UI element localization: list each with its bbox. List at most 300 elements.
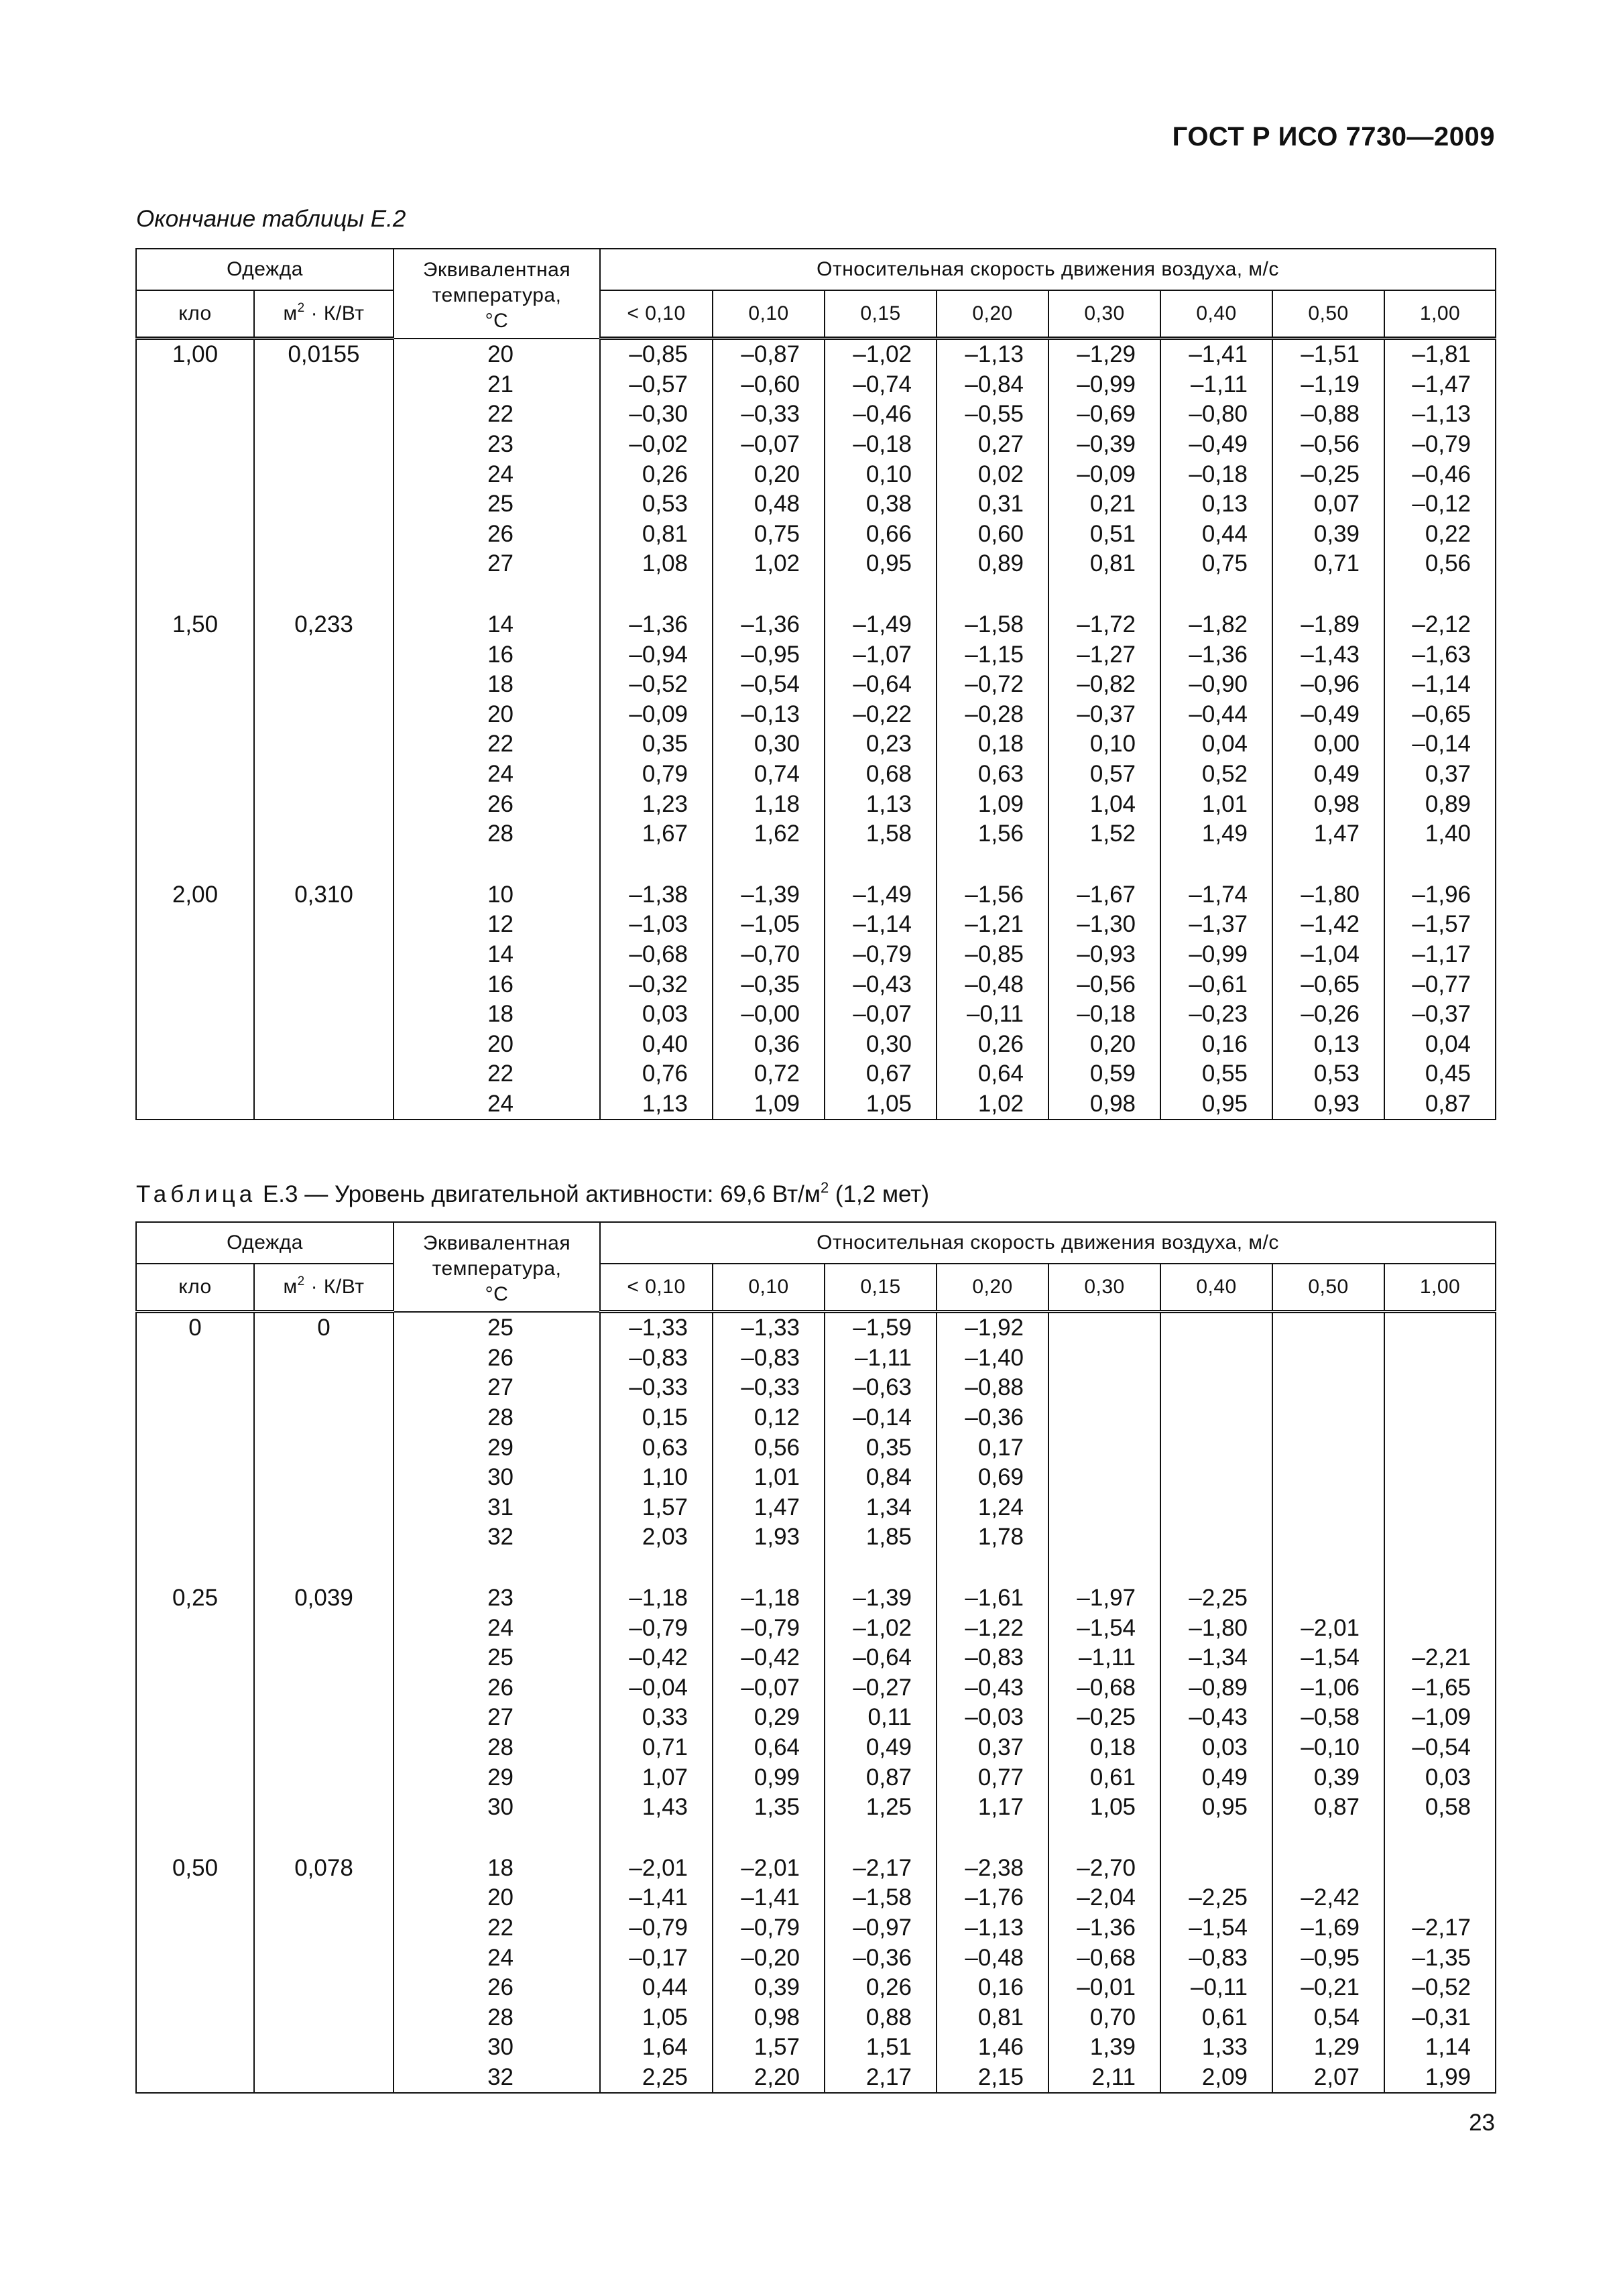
pmv-cell: –1,02: [825, 1613, 937, 1643]
table-row: [136, 489, 1496, 520]
pmv-cell: –0,95: [713, 640, 825, 670]
temperature-cell: 26: [394, 789, 600, 819]
pmv-cell: –1,33: [713, 1312, 825, 1343]
pmv-cell: –2,70: [1048, 1854, 1160, 1884]
temperature-cell: 14: [394, 940, 600, 970]
clo-cell: [136, 729, 254, 760]
temperature-cell: 28: [394, 1403, 600, 1433]
pmv-cell: [1160, 1312, 1272, 1343]
clo-cell: [136, 910, 254, 940]
pmv-cell: –0,07: [825, 1000, 937, 1030]
speed-header: < 0,10: [600, 1264, 713, 1312]
resistance-cell: [254, 670, 394, 700]
pmv-cell: –1,07: [825, 640, 937, 670]
clo-cell: [136, 1643, 254, 1673]
pmv-cell: –1,54: [1272, 1643, 1384, 1673]
clo-cell: 0,25: [136, 1583, 254, 1614]
table-e2-caption: Окончание таблицы Е.2: [136, 206, 406, 232]
pmv-cell: –0,12: [1384, 489, 1496, 520]
pmv-cell: [1384, 1583, 1496, 1614]
pmv-cell: –1,22: [937, 1613, 1048, 1643]
pmv-cell: –0,69: [1048, 400, 1160, 430]
pmv-cell: [1384, 1433, 1496, 1463]
resistance-cell: 0,039: [254, 1583, 394, 1614]
clo-cell: [136, 1463, 254, 1493]
temperature-cell: 30: [394, 2033, 600, 2063]
table-e3-caption: Таблица Е.3 — Уровень двигательной активности: 69,6 $Вт/м^2$ (1,2 мет): [136, 1179, 929, 1207]
pmv-cell: 0,81: [600, 520, 713, 550]
speed-header: 0,50: [1272, 1264, 1384, 1312]
pmv-cell: –1,89: [1272, 610, 1384, 640]
pmv-cell: 0,49: [825, 1733, 937, 1763]
pmv-cell: 0,29: [713, 1703, 825, 1733]
clo-cell: [136, 1703, 254, 1733]
pmv-cell: 1,04: [1048, 789, 1160, 819]
pmv-cell: –1,63: [1384, 640, 1496, 670]
pmv-cell: –0,89: [1160, 1673, 1272, 1703]
pmv-cell: –0,09: [600, 700, 713, 730]
clo-cell: [136, 1493, 254, 1523]
pmv-cell: –1,54: [1160, 1913, 1272, 1943]
pmv-cell: 0,64: [937, 1059, 1048, 1089]
pmv-cell: [1272, 1854, 1384, 1884]
table-row: [136, 1613, 1496, 1643]
pmv-cell: –1,81: [1384, 339, 1496, 370]
pmv-cell: –0,85: [600, 339, 713, 370]
pmv-cell: [1384, 1613, 1496, 1643]
temperature-cell: 29: [394, 1433, 600, 1463]
pmv-cell: 1,18: [713, 789, 825, 819]
resistance-cell: [254, 1793, 394, 1823]
pmv-cell: –2,01: [600, 1854, 713, 1884]
pmv-cell: –0,00: [713, 1000, 825, 1030]
resistance-cell: [254, 1913, 394, 1943]
clo-cell: [136, 1883, 254, 1913]
resistance-cell: [254, 2002, 394, 2033]
resistance-cell: [254, 400, 394, 430]
pmv-cell: 0,98: [1048, 1089, 1160, 1120]
resistance-cell: [254, 1643, 394, 1673]
spacer-cell: [1384, 579, 1496, 610]
pmv-cell: 0,53: [600, 489, 713, 520]
table-row: [136, 1433, 1496, 1463]
clo-cell: [136, 1793, 254, 1823]
pmv-cell: –1,30: [1048, 910, 1160, 940]
pmv-cell: –2,38: [937, 1854, 1048, 1884]
pmv-cell: 0,15: [600, 1403, 713, 1433]
table-row: [136, 729, 1496, 760]
pmv-cell: –0,14: [1384, 729, 1496, 760]
table-row: [136, 969, 1496, 1000]
resistance-cell: [254, 489, 394, 520]
clo-cell: [136, 1000, 254, 1030]
pmv-cell: –0,79: [713, 1913, 825, 1943]
resistance-cell: 0: [254, 1312, 394, 1343]
table-row: [136, 1913, 1496, 1943]
clo-cell: [136, 1029, 254, 1059]
eq-temp-line1: Эквивалентная: [422, 258, 571, 281]
resistance-cell: 0,0155: [254, 339, 394, 370]
pmv-cell: [1048, 1522, 1160, 1553]
pmv-cell: 1,93: [713, 1522, 825, 1553]
pmv-cell: –2,17: [1384, 1913, 1496, 1943]
pmv-cell: 0,70: [1048, 2002, 1160, 2033]
spacer-cell: [825, 1553, 937, 1583]
speed-header: 0,30: [1048, 290, 1160, 339]
group-spacer: [136, 1823, 1496, 1854]
pmv-cell: 0,39: [713, 1973, 825, 2003]
pmv-cell: –0,18: [1160, 459, 1272, 489]
table-row: [136, 1089, 1496, 1120]
pmv-cell: 0,03: [1384, 1762, 1496, 1793]
table-row: [136, 1883, 1496, 1913]
clo-cell: [136, 940, 254, 970]
pmv-cell: 0,56: [713, 1433, 825, 1463]
pmv-cell: 1,35: [713, 1793, 825, 1823]
spacer-cell: [394, 1823, 600, 1854]
clothing-header: Одежда: [136, 1222, 394, 1264]
pmv-cell: –0,43: [825, 969, 937, 1000]
pmv-cell: –1,17: [1384, 940, 1496, 970]
pmv-cell: 0,87: [825, 1762, 937, 1793]
eq-temp-unit: °С: [485, 1282, 509, 1305]
table-row: [136, 1312, 1496, 1343]
pmv-cell: –0,02: [600, 430, 713, 460]
pmv-cell: [1048, 1312, 1160, 1343]
pmv-cell: –2,17: [825, 1854, 937, 1884]
pmv-cell: –0,79: [713, 1613, 825, 1643]
pmv-cell: 0,00: [1272, 729, 1384, 760]
table-row: [136, 1943, 1496, 1973]
pmv-cell: –0,57: [600, 370, 713, 400]
pmv-cell: –0,54: [713, 670, 825, 700]
spacer-cell: [1160, 579, 1272, 610]
pmv-cell: 0,88: [825, 2002, 937, 2033]
spacer-cell: [1384, 1823, 1496, 1854]
speed-header: 0,40: [1160, 290, 1272, 339]
table-row: [136, 880, 1496, 910]
pmv-cell: –0,33: [713, 1373, 825, 1403]
clo-cell: [136, 520, 254, 550]
pmv-cell: –0,20: [713, 1943, 825, 1973]
resistance-cell: [254, 1029, 394, 1059]
pmv-cell: –0,64: [825, 1643, 937, 1673]
spacer-cell: [600, 579, 713, 610]
table-row: [136, 819, 1496, 849]
pmv-cell: 0,67: [825, 1059, 937, 1089]
pmv-cell: 0,48: [713, 489, 825, 520]
pmv-cell: –0,11: [1160, 1973, 1272, 2003]
spacer-cell: [937, 1823, 1048, 1854]
pmv-cell: 0,49: [1160, 1762, 1272, 1793]
pmv-cell: 1,47: [713, 1493, 825, 1523]
pmv-cell: [1048, 1493, 1160, 1523]
pmv-cell: –0,13: [713, 700, 825, 730]
resistance-cell: [254, 729, 394, 760]
speed-header: < 0,10: [600, 290, 713, 339]
spacer-cell: [713, 1823, 825, 1854]
pmv-cell: 0,39: [1272, 1762, 1384, 1793]
group-spacer: [136, 1553, 1496, 1583]
table-row: [136, 1762, 1496, 1793]
temperature-cell: 27: [394, 1703, 600, 1733]
pmv-cell: 2,11: [1048, 2063, 1160, 2094]
clo-cell: [136, 1433, 254, 1463]
resistance-cell: [254, 1403, 394, 1433]
pmv-cell: 0,44: [1160, 520, 1272, 550]
spacer-cell: [394, 1553, 600, 1583]
resistance-cell: 0,078: [254, 1854, 394, 1884]
pmv-cell: –0,65: [1272, 969, 1384, 1000]
pmv-cell: –1,14: [825, 910, 937, 940]
temperature-cell: 31: [394, 1493, 600, 1523]
pmv-cell: –0,04: [600, 1673, 713, 1703]
table-row: [136, 1673, 1496, 1703]
clo-cell: [136, 2063, 254, 2094]
pmv-cell: –0,48: [937, 969, 1048, 1000]
spacer-cell: [937, 849, 1048, 880]
pmv-cell: –0,60: [713, 370, 825, 400]
pmv-cell: –0,26: [1272, 1000, 1384, 1030]
pmv-cell: 0,04: [1384, 1029, 1496, 1059]
pmv-cell: 0,13: [1272, 1029, 1384, 1059]
clo-cell: [136, 459, 254, 489]
temperature-cell: 23: [394, 430, 600, 460]
pmv-cell: [1160, 1463, 1272, 1493]
pmv-cell: 0,02: [937, 459, 1048, 489]
pmv-cell: 1,39: [1048, 2033, 1160, 2063]
eq-temp-line2: температура,: [432, 284, 562, 306]
table-row: [136, 1343, 1496, 1374]
resistance-cell: [254, 1613, 394, 1643]
page-number: 23: [1469, 2110, 1495, 2136]
table-row: [136, 700, 1496, 730]
resistance-cell: [254, 700, 394, 730]
pmv-cell: –1,59: [825, 1312, 937, 1343]
temperature-cell: 32: [394, 1522, 600, 1553]
table-row: [136, 640, 1496, 670]
pmv-cell: [1272, 1312, 1384, 1343]
pmv-cell: –1,19: [1272, 370, 1384, 400]
clo-cell: [136, 2002, 254, 2033]
pmv-cell: 0,12: [713, 1403, 825, 1433]
pmv-cell: [1272, 1583, 1384, 1614]
pmv-cell: –1,35: [1384, 1943, 1496, 1973]
spacer-cell: [1048, 579, 1160, 610]
pmv-cell: –1,69: [1272, 1913, 1384, 1943]
pmv-cell: 0,13: [1160, 489, 1272, 520]
pmv-cell: –0,46: [1384, 459, 1496, 489]
table-row: [136, 430, 1496, 460]
pmv-cell: 0,17: [937, 1433, 1048, 1463]
pmv-cell: 1,49: [1160, 819, 1272, 849]
pmv-cell: –0,84: [937, 370, 1048, 400]
pmv-cell: –0,88: [1272, 400, 1384, 430]
resistance-cell: [254, 969, 394, 1000]
pmv-cell: –0,95: [1272, 1943, 1384, 1973]
resistance-cell: 0,310: [254, 880, 394, 910]
pmv-cell: –1,06: [1272, 1673, 1384, 1703]
temperature-cell: 28: [394, 1733, 600, 1763]
pmv-cell: –1,42: [1272, 910, 1384, 940]
pmv-cell: 0,36: [713, 1029, 825, 1059]
spacer-cell: [1272, 849, 1384, 880]
pmv-cell: 1,64: [600, 2033, 713, 2063]
pmv-cell: –1,11: [1048, 1643, 1160, 1673]
resistance-cell: [254, 2063, 394, 2094]
pmv-cell: 0,26: [937, 1029, 1048, 1059]
temperature-cell: 24: [394, 1943, 600, 1973]
pmv-cell: –0,25: [1272, 459, 1384, 489]
pmv-cell: 1,46: [937, 2033, 1048, 2063]
pmv-cell: 1,13: [600, 1089, 713, 1120]
pmv-cell: 0,66: [825, 520, 937, 550]
table-row: [136, 1000, 1496, 1030]
pmv-cell: 0,22: [1384, 520, 1496, 550]
temperature-cell: 20: [394, 339, 600, 370]
speed-header: 0,20: [937, 290, 1048, 339]
pmv-cell: [1048, 1373, 1160, 1403]
pmv-cell: 0,98: [1272, 789, 1384, 819]
eq-temp-unit: °С: [485, 309, 509, 332]
pmv-cell: –0,23: [1160, 1000, 1272, 1030]
pmv-cell: –1,05: [713, 910, 825, 940]
pmv-cell: [1272, 1522, 1384, 1553]
pmv-cell: [1048, 1403, 1160, 1433]
pmv-cell: –0,27: [825, 1673, 937, 1703]
table-row: [136, 400, 1496, 430]
table-row: [136, 1703, 1496, 1733]
pmv-cell: –0,58: [1272, 1703, 1384, 1733]
pmv-cell: 1,29: [1272, 2033, 1384, 2063]
pmv-cell: 1,23: [600, 789, 713, 819]
pmv-cell: –1,82: [1160, 610, 1272, 640]
pmv-cell: –1,27: [1048, 640, 1160, 670]
pmv-cell: –0,72: [937, 670, 1048, 700]
resistance-cell: [254, 1703, 394, 1733]
pmv-cell: 0,58: [1384, 1793, 1496, 1823]
pmv-cell: 1,43: [600, 1793, 713, 1823]
temperature-cell: 28: [394, 819, 600, 849]
spacer-cell: [1048, 849, 1160, 880]
pmv-cell: –1,11: [825, 1343, 937, 1374]
pmv-cell: –1,36: [1160, 640, 1272, 670]
pmv-cell: [1384, 1343, 1496, 1374]
temperature-cell: 23: [394, 1583, 600, 1614]
pmv-cell: –0,39: [1048, 430, 1160, 460]
pmv-cell: –0,32: [600, 969, 713, 1000]
pmv-cell: –1,14: [1384, 670, 1496, 700]
pmv-cell: [1272, 1343, 1384, 1374]
pmv-cell: 0,10: [1048, 729, 1160, 760]
pmv-cell: 0,72: [713, 1059, 825, 1089]
pmv-cell: –2,25: [1160, 1583, 1272, 1614]
temperature-cell: 27: [394, 549, 600, 579]
pmv-cell: [1160, 1343, 1272, 1374]
temperature-cell: 29: [394, 1762, 600, 1793]
temperature-cell: 25: [394, 489, 600, 520]
clo-cell: [136, 1613, 254, 1643]
pmv-cell: 1,17: [937, 1793, 1048, 1823]
resistance-cell: [254, 1522, 394, 1553]
resistance-cell: [254, 1433, 394, 1463]
temperature-cell: 20: [394, 1029, 600, 1059]
pmv-cell: –1,56: [937, 880, 1048, 910]
pmv-cell: 0,89: [1384, 789, 1496, 819]
pmv-cell: –0,01: [1048, 1973, 1160, 2003]
pmv-cell: 0,57: [1048, 760, 1160, 790]
resistance-cell: [254, 1883, 394, 1913]
pmv-cell: –0,25: [1048, 1703, 1160, 1733]
pmv-cell: –0,61: [1160, 969, 1272, 1000]
pmv-cell: 0,89: [937, 549, 1048, 579]
pmv-cell: –0,64: [825, 670, 937, 700]
pmv-cell: –1,51: [1272, 339, 1384, 370]
group-spacer: [136, 579, 1496, 610]
resistance-header: $м^2 \cdot К/Вт$: [254, 1264, 394, 1312]
spacer-cell: [1384, 1553, 1496, 1583]
spacer-cell: [136, 1823, 254, 1854]
clothing-header: Одежда: [136, 249, 394, 290]
pmv-cell: [1048, 1463, 1160, 1493]
table-e2-body: [136, 339, 1496, 1120]
pmv-cell: 0,61: [1160, 2002, 1272, 2033]
table-row: [136, 459, 1496, 489]
pmv-cell: 1,08: [600, 549, 713, 579]
pmv-cell: 0,07: [1272, 489, 1384, 520]
pmv-cell: 0,87: [1272, 1793, 1384, 1823]
pmv-cell: –1,38: [600, 880, 713, 910]
pmv-cell: –0,28: [937, 700, 1048, 730]
pmv-cell: –0,33: [600, 1373, 713, 1403]
table-row: [136, 1403, 1496, 1433]
pmv-cell: –0,79: [600, 1913, 713, 1943]
clo-header: кло: [136, 1264, 254, 1312]
temperature-cell: 20: [394, 1883, 600, 1913]
pmv-cell: 0,04: [1160, 729, 1272, 760]
pmv-cell: 0,37: [937, 1733, 1048, 1763]
temperature-cell: 12: [394, 910, 600, 940]
pmv-cell: –0,30: [600, 400, 713, 430]
spacer-cell: [937, 1553, 1048, 1583]
spacer-cell: [600, 1553, 713, 1583]
pmv-cell: [1384, 1883, 1496, 1913]
spacer-cell: [713, 1553, 825, 1583]
spacer-cell: [1160, 849, 1272, 880]
pmv-cell: –0,11: [937, 1000, 1048, 1030]
pmv-cell: –0,17: [600, 1943, 713, 1973]
clo-cell: [136, 1059, 254, 1089]
pmv-cell: 0,26: [825, 1973, 937, 2003]
pmv-cell: –0,65: [1384, 700, 1496, 730]
pmv-cell: –0,93: [1048, 940, 1160, 970]
resistance-cell: [254, 1493, 394, 1523]
pmv-cell: –0,94: [600, 640, 713, 670]
pmv-cell: –1,13: [937, 339, 1048, 370]
temperature-cell: 26: [394, 520, 600, 550]
pmv-cell: –1,47: [1384, 370, 1496, 400]
pmv-cell: 1,01: [713, 1463, 825, 1493]
spacer-cell: [1272, 1823, 1384, 1854]
table-e3: [135, 1221, 1496, 2094]
pmv-cell: –0,10: [1272, 1733, 1384, 1763]
pmv-cell: –0,55: [937, 400, 1048, 430]
table-row: [136, 2063, 1496, 2094]
pmv-cell: 2,15: [937, 2063, 1048, 2094]
group-spacer: [136, 849, 1496, 880]
pmv-cell: [1160, 1373, 1272, 1403]
pmv-cell: –1,49: [825, 610, 937, 640]
